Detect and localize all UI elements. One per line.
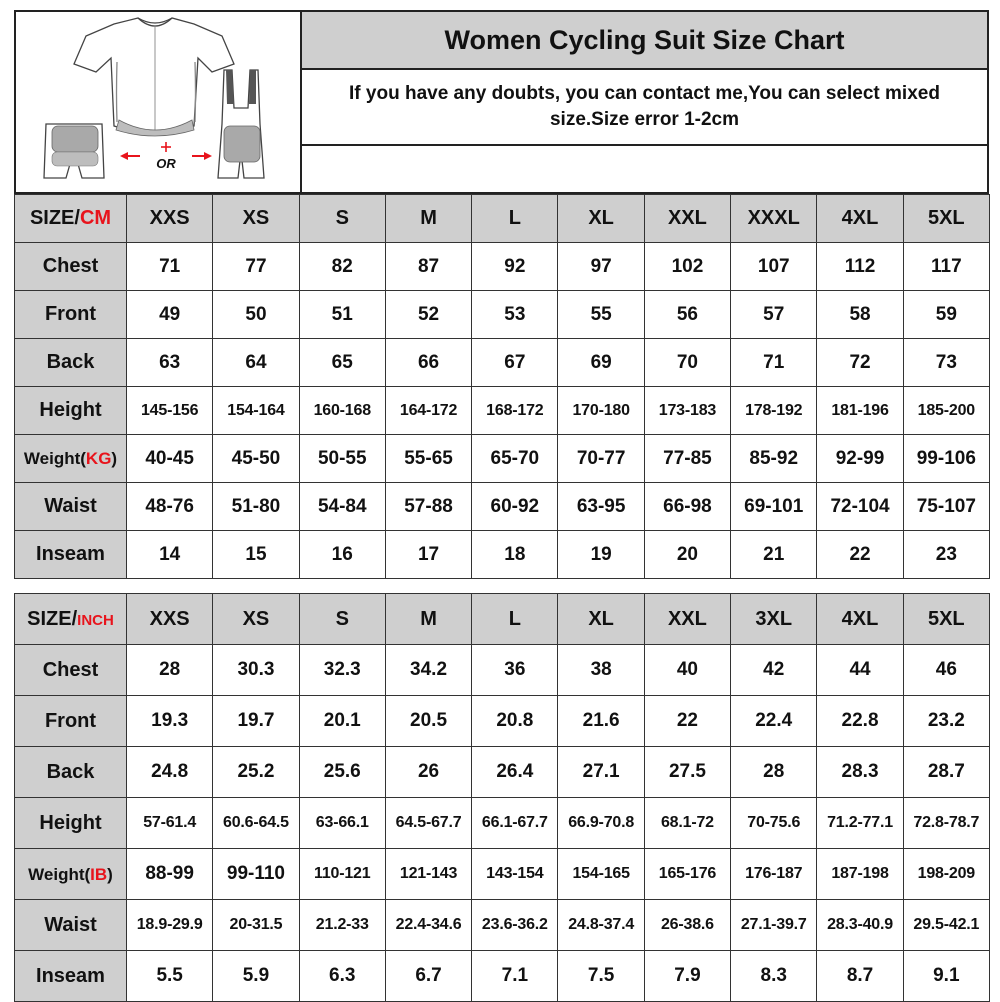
value-cell: 121-143 [385, 849, 471, 900]
table-row [15, 483, 990, 531]
value-cell: 40-45 [127, 435, 213, 483]
size-header-cell: XS [213, 195, 299, 243]
value-cell: 52 [385, 291, 471, 339]
value-cell: 38 [558, 645, 644, 696]
weight-label-text: Weight( [28, 864, 91, 884]
value-cell: 173-183 [644, 387, 730, 435]
value-cell: 5.9 [213, 951, 299, 1002]
value-cell: 28 [127, 645, 213, 696]
value-cell: 64.5-67.7 [385, 798, 471, 849]
value-cell: 22.4 [731, 696, 817, 747]
value-cell: 71 [731, 339, 817, 387]
table-row [15, 243, 990, 291]
value-cell: 22.8 [817, 696, 903, 747]
weight-unit: KG [85, 449, 112, 468]
value-cell: 20.1 [299, 696, 385, 747]
value-cell: 19.7 [213, 696, 299, 747]
value-cell: 36 [472, 645, 558, 696]
value-cell: 57-61.4 [127, 798, 213, 849]
weight-label-close: ) [111, 449, 118, 468]
size-header-cell: 4XL [817, 195, 903, 243]
value-cell: 63-66.1 [299, 798, 385, 849]
value-cell: 72.8-78.7 [903, 798, 989, 849]
value-cell: 22 [817, 531, 903, 579]
row-label: Inseam [15, 951, 127, 1002]
value-cell: 57-88 [385, 483, 471, 531]
value-cell: 66 [385, 339, 471, 387]
size-label-text: SIZE/ [27, 607, 78, 630]
size-header-cell: L [472, 594, 558, 645]
value-cell: 58 [817, 291, 903, 339]
value-cell: 67 [472, 339, 558, 387]
table-row [15, 696, 990, 747]
value-cell: 164-172 [385, 387, 471, 435]
value-cell: 154-165 [558, 849, 644, 900]
value-cell: 165-176 [644, 849, 730, 900]
value-cell: 77-85 [644, 435, 730, 483]
value-cell: 92-99 [817, 435, 903, 483]
value-cell: 176-187 [731, 849, 817, 900]
value-cell: 44 [817, 645, 903, 696]
value-cell: 160-168 [299, 387, 385, 435]
value-cell: 107 [731, 243, 817, 291]
value-cell: 55 [558, 291, 644, 339]
value-cell: 71 [127, 243, 213, 291]
value-cell: 72-104 [817, 483, 903, 531]
size-table-inch [14, 593, 990, 1002]
value-cell: 51 [299, 291, 385, 339]
value-cell: 154-164 [213, 387, 299, 435]
value-cell: 55-65 [385, 435, 471, 483]
value-cell: 6.3 [299, 951, 385, 1002]
value-cell: 23.2 [903, 696, 989, 747]
value-cell: 198-209 [903, 849, 989, 900]
size-table-cm [14, 194, 990, 579]
value-cell: 34.2 [385, 645, 471, 696]
value-cell: 49 [127, 291, 213, 339]
value-cell: 68.1-72 [644, 798, 730, 849]
value-cell: 70-77 [558, 435, 644, 483]
value-cell: 72 [817, 339, 903, 387]
row-label: Height [15, 798, 127, 849]
size-header-cell: S [299, 195, 385, 243]
size-header-cell: XXS [127, 195, 213, 243]
value-cell: 60-92 [472, 483, 558, 531]
weight-label-text: Weight( [23, 449, 86, 468]
value-cell: 8.3 [731, 951, 817, 1002]
table-row [15, 900, 990, 951]
chart-title: Women Cycling Suit Size Chart [302, 12, 987, 70]
value-cell: 14 [127, 531, 213, 579]
size-header-cell: S [299, 594, 385, 645]
row-label: Height [15, 387, 127, 435]
size-header-row [15, 195, 990, 243]
value-cell: 28 [731, 747, 817, 798]
row-label: Chest [15, 243, 127, 291]
value-cell: 29.5-42.1 [903, 900, 989, 951]
table-divider [14, 580, 989, 593]
row-label: Front [15, 291, 127, 339]
value-cell: 168-172 [472, 387, 558, 435]
value-cell: 63-95 [558, 483, 644, 531]
table-row [15, 951, 990, 1002]
value-cell: 181-196 [817, 387, 903, 435]
unit-cm: CM [79, 207, 112, 229]
value-cell: 102 [644, 243, 730, 291]
size-header-cell: XXL [644, 594, 730, 645]
row-label [15, 435, 127, 483]
value-cell: 145-156 [127, 387, 213, 435]
value-cell: 28.3-40.9 [817, 900, 903, 951]
row-label: Back [15, 747, 127, 798]
value-cell: 59 [903, 291, 989, 339]
value-cell: 53 [472, 291, 558, 339]
value-cell: 92 [472, 243, 558, 291]
value-cell: 97 [558, 243, 644, 291]
value-cell: 24.8-37.4 [558, 900, 644, 951]
value-cell: 64 [213, 339, 299, 387]
value-cell: 20-31.5 [213, 900, 299, 951]
value-cell: 7.5 [558, 951, 644, 1002]
value-cell: 60.6-64.5 [213, 798, 299, 849]
value-cell: 19.3 [127, 696, 213, 747]
value-cell: 46 [903, 645, 989, 696]
value-cell: 65-70 [472, 435, 558, 483]
value-cell: 18.9-29.9 [127, 900, 213, 951]
size-header-cell: 5XL [903, 195, 989, 243]
size-header-cell: M [385, 594, 471, 645]
value-cell: 110-121 [299, 849, 385, 900]
value-cell: 23 [903, 531, 989, 579]
value-cell: 26-38.6 [644, 900, 730, 951]
value-cell: 28.3 [817, 747, 903, 798]
weight-label-close: ) [107, 864, 113, 884]
size-header-cell: XXXL [731, 195, 817, 243]
value-cell: 16 [299, 531, 385, 579]
value-cell: 54-84 [299, 483, 385, 531]
row-label: Back [15, 339, 127, 387]
value-cell: 6.7 [385, 951, 471, 1002]
value-cell: 187-198 [817, 849, 903, 900]
table-row [15, 435, 990, 483]
value-cell: 7.9 [644, 951, 730, 1002]
value-cell: 21.2-33 [299, 900, 385, 951]
header-block [14, 10, 989, 194]
value-cell: 88-99 [127, 849, 213, 900]
value-cell: 26 [385, 747, 471, 798]
table-row [15, 645, 990, 696]
value-cell: 25.2 [213, 747, 299, 798]
size-header-cell: L [472, 195, 558, 243]
size-unit-label [15, 594, 127, 645]
size-header-cell: 5XL [903, 594, 989, 645]
value-cell: 112 [817, 243, 903, 291]
value-cell: 56 [644, 291, 730, 339]
value-cell: 24.8 [127, 747, 213, 798]
value-cell: 21 [731, 531, 817, 579]
value-cell: 69 [558, 339, 644, 387]
value-cell: 45-50 [213, 435, 299, 483]
table-row [15, 531, 990, 579]
value-cell: 27.1 [558, 747, 644, 798]
table-row [15, 798, 990, 849]
size-header-cell: XL [558, 594, 644, 645]
value-cell: 66.9-70.8 [558, 798, 644, 849]
value-cell: 27.1-39.7 [731, 900, 817, 951]
table-row [15, 339, 990, 387]
value-cell: 26.4 [472, 747, 558, 798]
value-cell: 48-76 [127, 483, 213, 531]
value-cell: 85-92 [731, 435, 817, 483]
value-cell: 28.7 [903, 747, 989, 798]
table-row [15, 387, 990, 435]
value-cell: 50-55 [299, 435, 385, 483]
value-cell: 143-154 [472, 849, 558, 900]
size-header-cell: XS [213, 594, 299, 645]
value-cell: 50 [213, 291, 299, 339]
value-cell: 8.7 [817, 951, 903, 1002]
value-cell: 17 [385, 531, 471, 579]
value-cell: 32.3 [299, 645, 385, 696]
value-cell: 30.3 [213, 645, 299, 696]
value-cell: 20 [644, 531, 730, 579]
value-cell: 63 [127, 339, 213, 387]
value-cell: 73 [903, 339, 989, 387]
garment-illustration [16, 12, 302, 192]
value-cell: 70 [644, 339, 730, 387]
value-cell: 7.1 [472, 951, 558, 1002]
row-label: Front [15, 696, 127, 747]
value-cell: 15 [213, 531, 299, 579]
size-header-cell: XXS [127, 594, 213, 645]
row-label: Chest [15, 645, 127, 696]
value-cell: 82 [299, 243, 385, 291]
jersey-and-shorts-image [16, 12, 300, 192]
value-cell: 57 [731, 291, 817, 339]
table-row [15, 849, 990, 900]
value-cell: 77 [213, 243, 299, 291]
value-cell: 21.6 [558, 696, 644, 747]
value-cell: 170-180 [558, 387, 644, 435]
value-cell: 51-80 [213, 483, 299, 531]
size-header-cell: XL [558, 195, 644, 243]
size-header-cell: 4XL [817, 594, 903, 645]
unit-inch: INCH [77, 611, 114, 629]
value-cell: 23.6-36.2 [472, 900, 558, 951]
size-header-row [15, 594, 990, 645]
value-cell: 42 [731, 645, 817, 696]
value-cell: 20.5 [385, 696, 471, 747]
size-header-cell: M [385, 195, 471, 243]
size-header-cell: 3XL [731, 594, 817, 645]
size-unit-label [15, 195, 127, 243]
row-label [15, 849, 127, 900]
table-row [15, 291, 990, 339]
value-cell: 66.1-67.7 [472, 798, 558, 849]
value-cell: 71.2-77.1 [817, 798, 903, 849]
value-cell: 117 [903, 243, 989, 291]
value-cell: 65 [299, 339, 385, 387]
value-cell: 70-75.6 [731, 798, 817, 849]
value-cell: 99-106 [903, 435, 989, 483]
row-label: Waist [15, 483, 127, 531]
value-cell: 40 [644, 645, 730, 696]
size-note: If you have any doubts, you can contact me,You can select mixed size.Size error 1-2cm [302, 70, 987, 146]
value-cell: 22.4-34.6 [385, 900, 471, 951]
weight-unit: IB [90, 864, 108, 884]
table-row [15, 747, 990, 798]
value-cell: 19 [558, 531, 644, 579]
value-cell: 66-98 [644, 483, 730, 531]
row-label: Inseam [15, 531, 127, 579]
value-cell: 75-107 [903, 483, 989, 531]
row-label: Waist [15, 900, 127, 951]
value-cell: 5.5 [127, 951, 213, 1002]
value-cell: 69-101 [731, 483, 817, 531]
value-cell: 18 [472, 531, 558, 579]
size-header-cell: XXL [644, 195, 730, 243]
value-cell: 87 [385, 243, 471, 291]
value-cell: 20.8 [472, 696, 558, 747]
value-cell: 27.5 [644, 747, 730, 798]
value-cell: 185-200 [903, 387, 989, 435]
value-cell: 22 [644, 696, 730, 747]
size-label-text: SIZE/ [29, 207, 80, 229]
or-label: OR [156, 156, 176, 171]
value-cell: 25.6 [299, 747, 385, 798]
value-cell: 9.1 [903, 951, 989, 1002]
value-cell: 178-192 [731, 387, 817, 435]
value-cell: 99-110 [213, 849, 299, 900]
